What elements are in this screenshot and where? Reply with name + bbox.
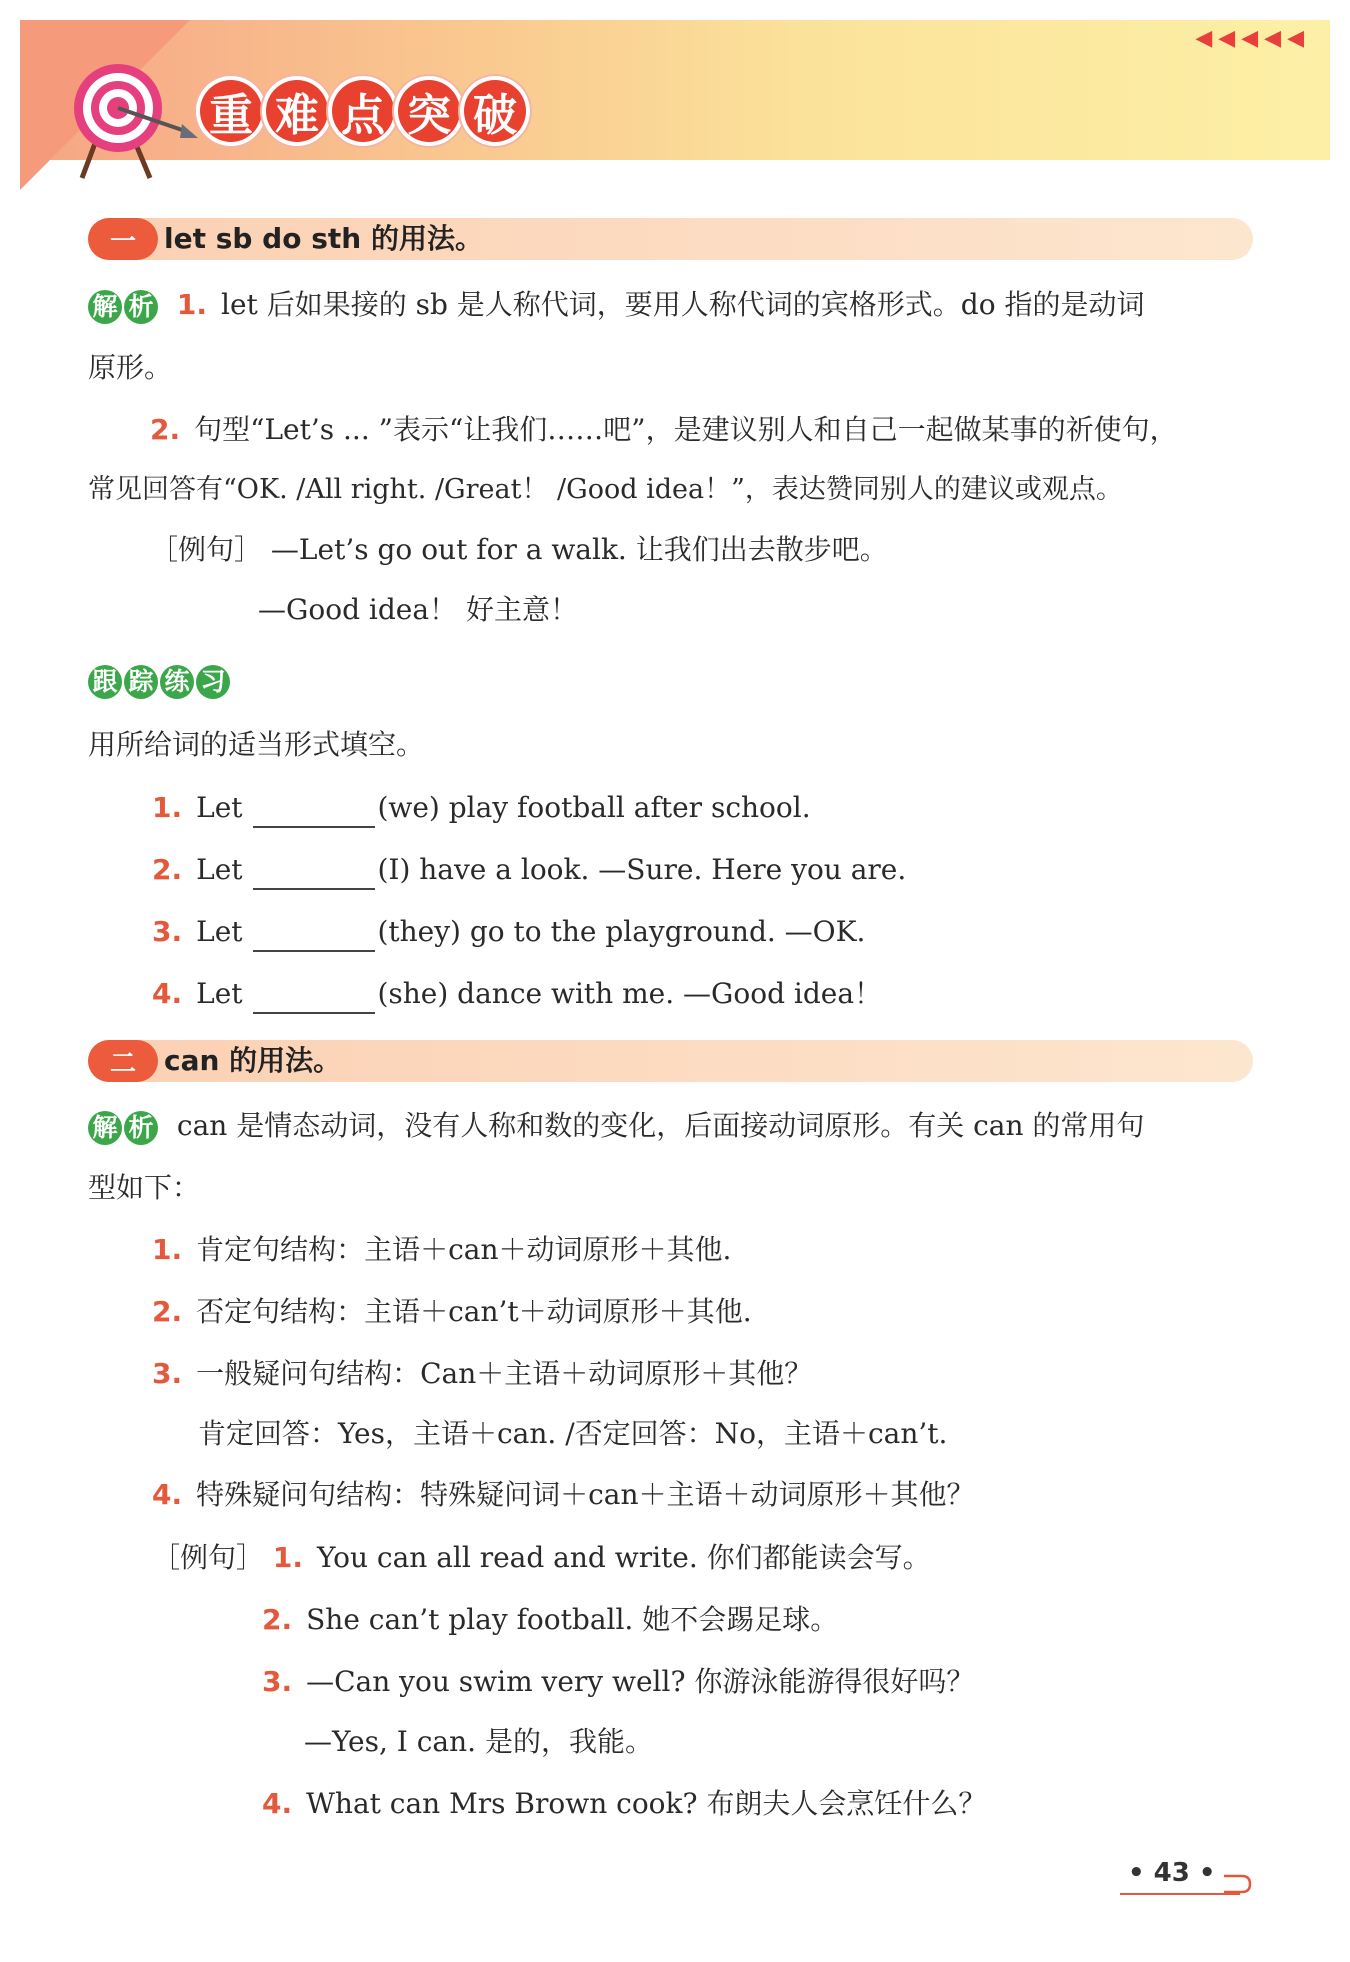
rule-item (152, 1475, 975, 1515)
answer-blank[interactable] (253, 920, 375, 952)
example-line (262, 1600, 838, 1640)
section-2-title: can 的用法。 (164, 1044, 342, 1077)
item-number: 4. (152, 977, 183, 1010)
analysis-badge (88, 290, 158, 324)
section-1-header (88, 218, 1253, 260)
item-number: 2. (150, 413, 181, 446)
answer-blank[interactable] (253, 982, 375, 1014)
example-text: —Can you swim very well? 你游泳能游得很好吗？ (306, 1665, 975, 1698)
exercise-prefix: Let (196, 853, 243, 886)
section-1-number: 一 (88, 218, 158, 260)
rule-item (152, 1230, 731, 1270)
badge-char: 析 (124, 1111, 158, 1145)
example-label: ［例句］ (152, 1541, 265, 1574)
answer-blank[interactable] (253, 796, 375, 828)
analysis-paragraph-2 (150, 410, 1178, 450)
exercise-item (152, 974, 882, 1014)
paragraph-text: 句型“Let’s ... ”表示“让我们……吧”，是建议别人和自己一起做某事的祈使句， (194, 413, 1178, 446)
item-number: 3. (152, 1357, 183, 1390)
exercise-item (152, 788, 811, 828)
section-1-title: let sb do sth 的用法。 (164, 222, 483, 255)
example-line (152, 1538, 931, 1578)
page-curl-icon (1222, 1870, 1252, 1896)
title-char: 点 (332, 80, 394, 142)
item-number: 3. (262, 1665, 293, 1698)
item-number: 3. (152, 915, 183, 948)
analysis-paragraph (88, 1106, 1144, 1146)
section-2-header (88, 1040, 1253, 1082)
example-label: ［例句］ (150, 533, 263, 566)
example-text: You can all read and write. 你们都能读会写。 (317, 1541, 931, 1574)
paragraph-text: 常见回答有“OK. /All right. /Great！ /Good idea！”，表达赞同别人的建议或观点。 (88, 474, 1123, 505)
exercise-prefix: Let (196, 791, 243, 824)
example-text: What can Mrs Brown cook? 布朗夫人会烹饪什么？ (306, 1787, 987, 1820)
example-line (262, 1784, 986, 1824)
page-title (200, 80, 526, 142)
item-number: 2. (152, 853, 183, 886)
item-number: 1. (272, 1541, 304, 1574)
analysis-badge (88, 1111, 158, 1145)
exercise-text: (I) have a look. —Sure. Here you are. (377, 853, 907, 886)
badge-char: 跟 (88, 665, 122, 699)
item-number: 1. (176, 288, 208, 321)
rule-text: 否定句结构：主语＋can’t＋动词原形＋其他. (196, 1295, 752, 1328)
badge-char: 析 (124, 290, 158, 324)
example-text: —Yes, I can. 是的，我能。 (304, 1725, 653, 1758)
exercise-text: (she) dance with me. —Good idea！ (377, 977, 883, 1010)
exercise-prefix: Let (196, 915, 243, 948)
title-char: 破 (464, 80, 526, 142)
practice-instruction: 用所给词的适当形式填空。 (88, 728, 425, 761)
item-number: 4. (262, 1787, 293, 1820)
example-text: She can’t play football. 她不会踢足球。 (306, 1603, 839, 1636)
badge-char: 习 (196, 665, 230, 699)
page-number: • 43 • (1128, 1858, 1216, 1888)
rule-text: 一般疑问句结构：Can＋主语＋动词原形＋其他？ (196, 1357, 813, 1390)
rule-item (152, 1354, 812, 1394)
exercise-item (152, 912, 865, 952)
arrows-decoration-icon: ◀◀◀◀◀ (1195, 26, 1310, 51)
exercise-text: (they) go to the playground. —OK. (377, 915, 866, 948)
paragraph-text: 型如下： (88, 1171, 201, 1204)
exercise-item (152, 850, 906, 890)
example-line (262, 1662, 974, 1702)
item-number: 2. (152, 1295, 183, 1328)
item-number: 1. (152, 1233, 183, 1266)
target-icon (70, 60, 200, 180)
badge-char: 解 (88, 290, 122, 324)
item-number: 4. (152, 1478, 183, 1511)
exercise-prefix: Let (196, 977, 243, 1010)
item-number: 1. (152, 791, 183, 824)
title-char: 难 (266, 80, 328, 142)
badge-char: 解 (88, 1111, 122, 1145)
rule-item (152, 1292, 752, 1332)
rule-text: 特殊疑问句结构：特殊疑问词＋can＋主语＋动词原形＋其他？ (196, 1478, 975, 1511)
example-text: —Let’s go out for a walk. 让我们出去散步吧。 (270, 533, 888, 566)
paragraph-text: can 是情态动词，没有人称和数的变化，后面接动词原形。有关 can 的常用句 (176, 1109, 1145, 1142)
title-char: 突 (398, 80, 460, 142)
badge-char: 练 (160, 665, 194, 699)
paragraph-text: 原形。 (88, 351, 173, 384)
analysis-paragraph-1 (88, 285, 1145, 325)
rule-text: 肯定句结构：主语＋can＋动词原形＋其他. (196, 1233, 732, 1266)
item-number: 2. (262, 1603, 293, 1636)
rule-text: 肯定回答：Yes，主语＋can. /否定回答：No，主语＋can’t. (198, 1417, 948, 1450)
answer-blank[interactable] (253, 858, 375, 890)
practice-badge (88, 660, 230, 700)
example-line (150, 530, 888, 570)
title-char: 重 (200, 80, 262, 142)
badge-char: 踪 (124, 665, 158, 699)
exercise-text: (we) play football after school. (377, 791, 811, 824)
example-text: —Good idea！ 好主意！ (258, 593, 578, 626)
paragraph-text: let 后如果接的 sb 是人称代词，要用人称代词的宾格形式。do 指的是动词 (221, 288, 1145, 321)
section-2-number: 二 (88, 1040, 158, 1082)
